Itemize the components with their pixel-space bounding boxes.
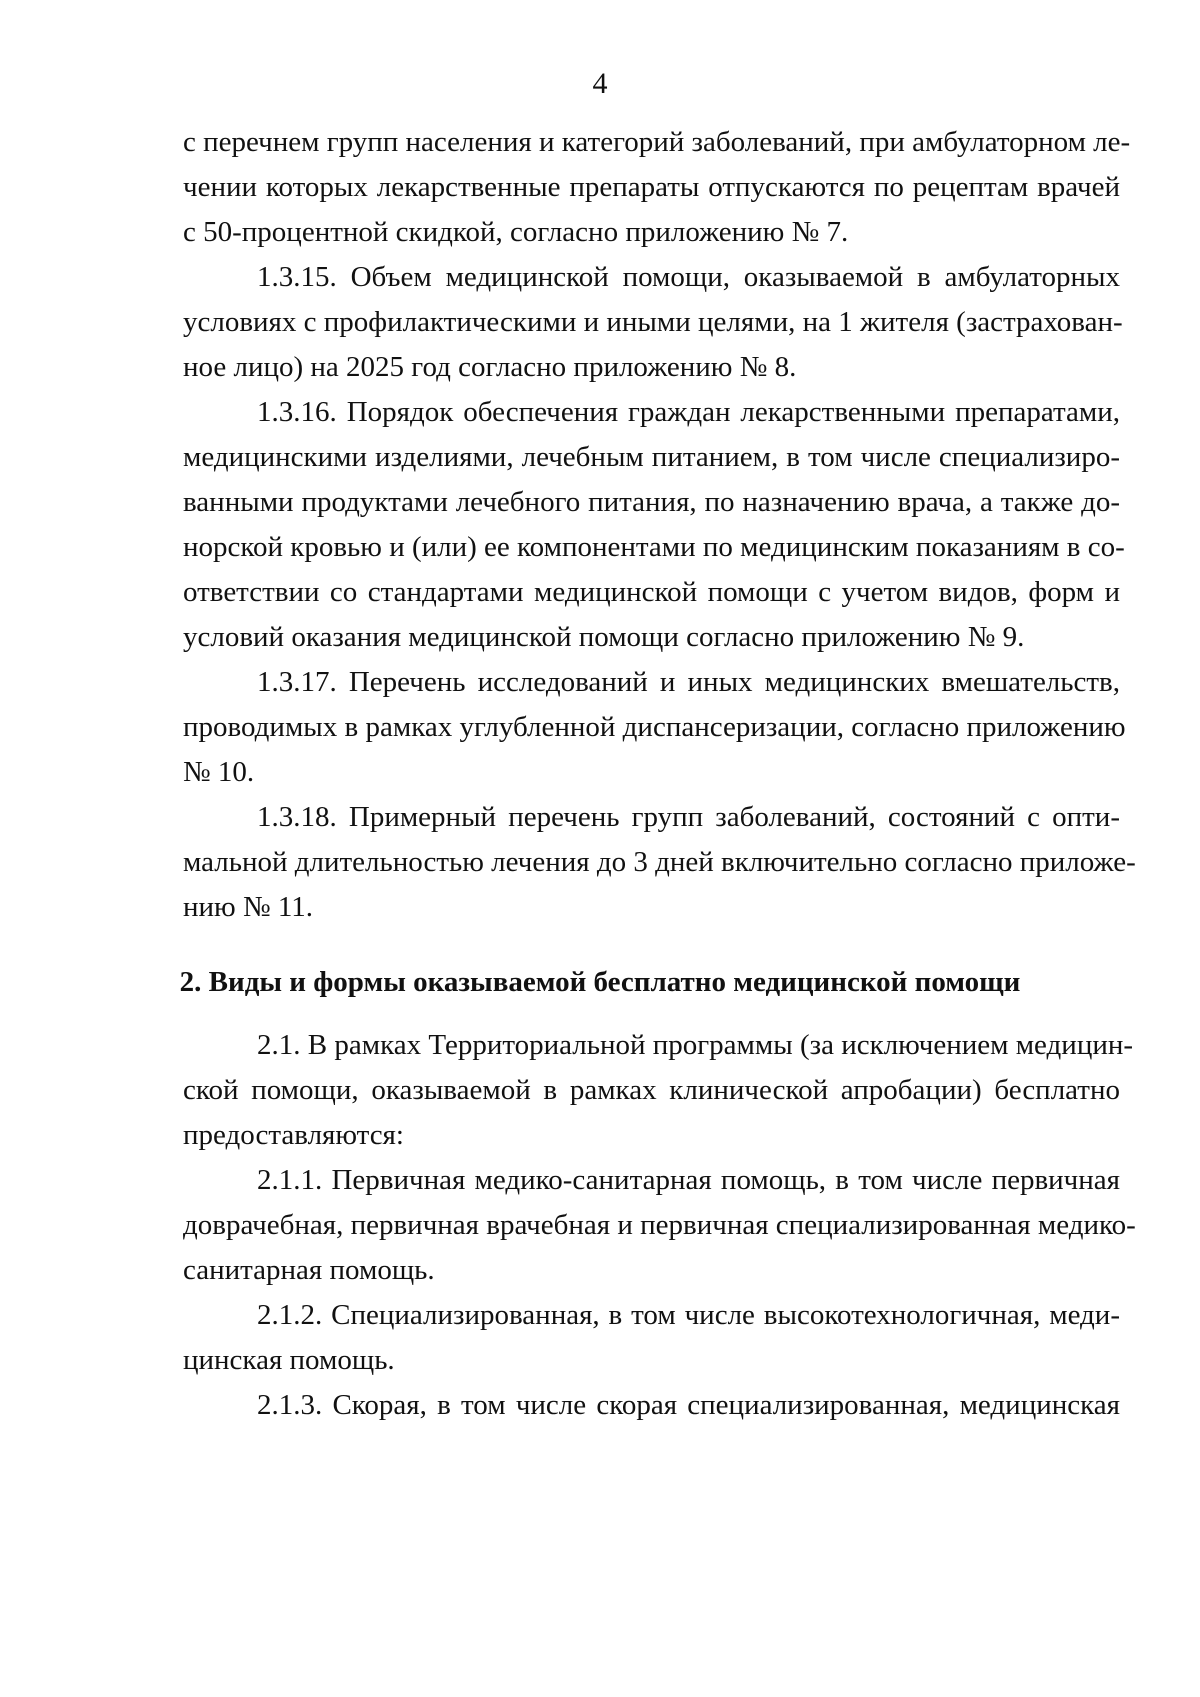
- text-line: нию № 11.: [183, 891, 314, 923]
- text-line: условиях с профилактическими и иными целями, на 1 жителя (застрахован-: [183, 306, 1123, 338]
- text-line: мальной длительностью лечения до 3 дней включительно согласно приложе-: [183, 846, 1136, 878]
- text-line: 1.3.17. Перечень исследований и иных медицинских вмешательств,: [257, 666, 1120, 698]
- text-line: ответствии со стандартами медицинской помощи с учетом видов, форм и: [183, 576, 1120, 608]
- text-line: 2.1.3. Скорая, в том числе скорая специализированная, медицинская: [257, 1389, 1120, 1421]
- text-line: 1.3.18. Примерный перечень групп заболеваний, состояний с опти-: [257, 801, 1120, 833]
- text-line: № 10.: [183, 756, 255, 788]
- text-line: 1.3.16. Порядок обеспечения граждан лекарственными препаратами,: [257, 396, 1120, 428]
- text-line: проводимых в рамках углубленной диспансеризации, согласно приложению: [183, 711, 1126, 743]
- text-line: санитарная помощь.: [183, 1254, 435, 1286]
- text-line: 2.1. В рамках Территориальной программы (за исключением медицин-: [257, 1029, 1134, 1061]
- text-line: чении которых лекарственные препараты отпускаются по рецептам врачей: [183, 171, 1120, 203]
- section-heading: 2. Виды и формы оказываемой бесплатно медицинской помощи: [179, 966, 1021, 998]
- page-number: 4: [592, 67, 608, 100]
- text-line: с перечнем групп населения и категорий заболеваний, при амбулаторном ле-: [183, 126, 1131, 158]
- text-line: предоставляются:: [183, 1119, 404, 1151]
- text-line: норской кровью и (или) ее компонентами по медицинским показаниям в со-: [183, 531, 1125, 563]
- text-line: доврачебная, первичная врачебная и первичная специализированная медико-: [183, 1209, 1136, 1241]
- text-line: 1.3.15. Объем медицинской помощи, оказываемой в амбулаторных: [257, 261, 1120, 293]
- text-line: условий оказания медицинской помощи согласно приложению № 9.: [183, 621, 1025, 653]
- text-line: 2.1.2. Специализированная, в том числе высокотехнологичная, меди-: [257, 1299, 1120, 1331]
- text-line: цинская помощь.: [183, 1344, 395, 1376]
- text-line: ванными продуктами лечебного питания, по назначению врача, а также до-: [183, 486, 1120, 518]
- text-line: медицинскими изделиями, лечебным питанием, в том числе специализиро-: [183, 441, 1120, 473]
- text-line: ное лицо) на 2025 год согласно приложению № 8.: [183, 351, 797, 383]
- text-line: с 50-процентной скидкой, согласно приложению № 7.: [183, 216, 849, 248]
- text-line: 2.1.1. Первичная медико-санитарная помощь, в том числе первичная: [257, 1164, 1120, 1196]
- text-line: ской помощи, оказываемой в рамках клинической апробации) бесплатно: [183, 1074, 1120, 1106]
